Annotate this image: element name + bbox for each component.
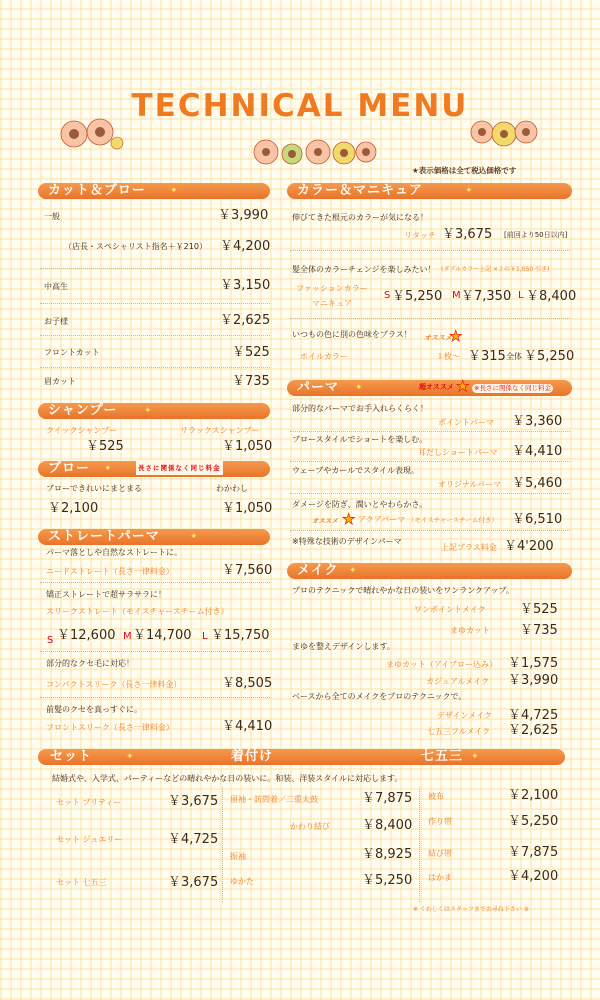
section-title-753: 七五三 [421,749,464,764]
section-title: シャンプー [48,403,118,418]
sparkle-icon: ✦ [104,464,113,474]
menu-item-desc: 部分的なクセ毛に対応！ [46,659,134,668]
menu-item-label: オリジナルパーマ [438,480,502,489]
menu-item-desc: 髪全体のカラーチェンジを楽しみたい！ [292,265,436,274]
menu-item-label: 上記プラス料金 [441,543,497,552]
menu-item-label: わかわし [216,484,248,493]
menu-item-price: ￥7,560 [222,563,273,578]
menu-item-price: ￥2,625 [508,723,559,738]
divider [40,303,270,304]
section-title: ブロー [48,461,91,476]
menu-item-price: ￥14,700 [133,628,192,643]
menu-item-price: ￥8,505 [222,676,273,691]
section-header-straight [38,529,270,545]
divider [40,651,270,652]
menu-item-price: ￥1,050 [222,439,273,454]
menu-item-label: まゆカット（アイブロー込み） [386,660,497,669]
divider [290,530,570,531]
divider [40,697,270,698]
menu-item-label: 被布 [428,792,444,801]
section-title: カラー＆マニキュア [297,183,424,198]
sparkle-icon: ✦ [190,532,199,542]
section-header-blow [38,461,270,477]
menu-item-price: ￥4,725 [168,832,219,847]
menu-item-price: ￥315 [468,349,506,364]
section-header-color [287,183,572,199]
divider [290,431,570,432]
menu-item-label: スリークストレート（モイスチャースチーム付き） [46,607,229,616]
menu-item-note: （モイスチャースチーム付き） [408,516,498,524]
menu-item-unit: 全体 [506,352,522,361]
menu-item-price: ￥15,750 [211,628,270,643]
menu-item-price: ￥4,725 [508,708,559,723]
menu-item-note: [前回より50日以内] [504,231,568,239]
section-header-cut [38,183,270,199]
sparkle-icon: ✦ [349,566,358,576]
menu-item-label: （店長・スペシャリスト指名＋￥210） [64,242,207,251]
tax-note: ★表示価格は全て税込価格です [412,166,517,175]
osusume-tag: オススメ [312,517,338,525]
section-title: メイク [297,563,339,578]
menu-item-price: ￥4,410 [512,444,563,459]
menu-item-label: 振袖 [230,852,246,861]
sparkle-icon: ✦ [355,383,364,393]
menu-item-label: ポイントパーマ [438,418,494,427]
star-icon: ★ [449,327,463,345]
menu-item-label: ホイルカラー [300,352,348,361]
menu-item-label: 作り帯 [428,817,452,826]
menu-item-label: 耳だしショートパーマ [418,448,498,457]
menu-item-price: ￥2,100 [508,788,559,803]
menu-item-desc: プロのテクニックで晴れやかな日の装いをワンランクアップ。 [292,586,514,595]
section-header-makeup [287,563,572,579]
menu-item-label: ゆかた [230,877,254,886]
section-header-shampoo [38,403,270,419]
menu-item-desc: ベースから全てのメイクをプロのテクニックで。 [292,692,467,701]
menu-item-label: リタッチ [404,231,436,240]
menu-item-label: 留袖・訪問着／二重太鼓 [230,795,318,804]
red-tag: ※長さに関係なく同じ料金 [474,384,551,392]
menu-item-label: セット ジュエリー [56,835,123,844]
menu-item-desc: ウェーブやカールでスタイル表現。 [292,466,419,475]
menu-item-price: ￥4'200 [504,539,554,554]
section-title: パーマ [297,380,340,395]
menu-item-price: ￥4,200 [508,869,559,884]
divider [290,318,570,319]
menu-item-label: フロントスリーク（長さ一律料金） [46,723,174,732]
menu-item-unit: １枚～ [436,352,460,361]
flower-decoration-right [470,117,540,151]
osusume-tag: オススメ [424,334,452,342]
menu-item-price: ￥8,400 [526,289,577,304]
size-label: M [452,290,461,301]
divider [290,461,570,462]
menu-item-desc: 矯正ストレートで超サラサラに！ [46,590,166,599]
menu-item-price: ￥3,990 [508,673,559,688]
menu-item-desc: 部分的なパーマでお手入れらくらく！ [292,404,428,413]
menu-item-price: ￥7,350 [461,289,512,304]
menu-item-label: 一般 [44,212,60,221]
menu-item-price: ￥6,510 [512,512,563,527]
menu-item-desc: 前髪のクセを真っすぐに。 [46,705,142,714]
menu-item-price: ￥525 [232,345,270,360]
flower-decoration-left [60,117,125,151]
menu-item-price: ￥3,360 [512,414,563,429]
menu-item-price: ￥4,200 [220,239,271,254]
menu-item-desc: ブローできれいにまとまる [46,484,142,493]
menu-item-label: デザインメイク [437,711,492,720]
size-label: L [518,290,524,301]
section-title: カット＆ブロー [48,183,146,198]
sparkle-icon: ✦ [144,406,153,416]
size-label: L [202,631,208,642]
divider [290,250,570,251]
menu-item-price: ￥5,250 [392,289,443,304]
menu-item-price: ￥5,250 [524,349,575,364]
menu-item-price: ￥3,150 [220,278,271,293]
menu-item-price: ￥1,050 [222,501,273,516]
section-title-kitsuke: 着付け [231,749,274,764]
menu-item-price: ￥3,675 [442,227,493,242]
menu-item-desc: パーマ落としや自然なストレートに。 [46,548,182,557]
menu-item-label: クイックシャンプー [46,426,118,435]
footer-note: ※ くわしくはスタッフまでお尋ね下さい ※ [413,906,529,913]
menu-item-label: コンパクトスリーク（長さ一律料金） [46,680,182,689]
menu-item-label: セット 七五三 [56,878,107,887]
menu-item-label: ニードストレート（長さ一律料金） [46,567,174,576]
menu-item-label: 中高生 [44,282,68,291]
page-title: TECHNICAL MENU [131,88,469,124]
menu-item-label: ワンポイントメイク [414,605,486,614]
menu-item-price: ￥8,400 [362,818,413,833]
menu-item-desc: ダメージを防ぎ、潤いとやわらかさ。 [292,500,428,509]
menu-item-label: 七五三フルメイク [427,727,491,736]
menu-item-price: ￥5,250 [362,873,413,888]
menu-item-desc: まゆを整えデザインします。 [292,642,395,651]
menu-item-desc: いつもの色に別の色味をプラス！ [292,330,412,339]
menu-item-price: ￥2,625 [220,313,271,328]
divider [40,582,270,583]
divider [40,268,270,269]
size-label: M [123,631,132,642]
column-divider [222,787,223,902]
menu-item-label: セット プリティー [56,798,122,807]
menu-item-label: かわり結び [290,822,330,831]
menu-item-label: まゆカット [450,626,490,635]
menu-item-price: ￥12,600 [57,628,116,643]
menu-item-price: ￥1,575 [508,656,559,671]
section-title: ストレートパーマ [48,529,160,544]
menu-item-price: ￥3,990 [218,208,269,223]
menu-item-label: アクアパーマ [358,515,406,524]
menu-item-note: (ダブルカラー上記 ×２の￥1,050 引き) [441,266,550,273]
menu-item-price: ￥735 [232,374,270,389]
menu-item-desc: ブロースタイルでショートを楽しむ。 [292,435,428,444]
red-tag: 長さに関係なく同じ料金 [136,461,223,475]
size-label: S [47,635,54,646]
sparkle-icon: ✦ [465,186,474,196]
menu-item-desc: ※特殊な技術のデザインパーマ [292,537,402,546]
star-icon: ★ [456,377,470,395]
sparkle-icon: ✦ [170,186,179,196]
menu-item-price: ￥5,460 [512,476,563,491]
menu-item-price: ￥525 [86,439,124,454]
osusume-tag: 超オススメ [419,383,454,391]
menu-item-label: お子様 [44,317,68,326]
menu-item-price: ￥735 [520,623,558,638]
menu-item-price: ￥7,875 [362,791,413,806]
star-icon: ★ [342,510,356,528]
divider [40,367,270,368]
section-desc: 結婚式や、入学式、パーティーなどの晴れやかな日の装いに。和装、洋装スタイルに対応します。 [52,774,403,783]
menu-item-price: ￥2,100 [48,501,99,516]
menu-item-label: 眉カット [44,377,76,386]
divider [40,335,270,336]
menu-item-label: ファッションカラー [296,284,368,293]
menu-item-label: フロントカット [44,348,100,357]
sparkle-icon: ✦ [126,752,135,762]
menu-item-price: ￥7,875 [508,845,559,860]
menu-item-label: 結び帯 [428,849,452,858]
menu-item-price: ￥3,675 [168,875,219,890]
divider [290,493,570,494]
menu-item-label: リラックスシャンプー [180,426,260,435]
menu-item-label: マニキュア [312,299,352,308]
size-label: S [384,290,391,301]
section-title-set: セット [50,749,93,764]
column-divider [419,787,420,902]
menu-item-price: ￥5,250 [508,814,559,829]
menu-item-label: カジュアルメイク [426,677,489,686]
sparkle-icon: ✦ [471,752,480,762]
menu-item-price: ￥8,925 [362,847,413,862]
menu-item-price: ￥3,675 [168,794,219,809]
menu-item-label: はかま [428,873,452,882]
menu-item-price: ￥4,410 [222,719,273,734]
menu-item-desc: 伸びてきた根元のカラーが気になる！ [292,213,428,222]
menu-item-price: ￥525 [520,602,558,617]
section-header-bottom [38,749,565,765]
flower-decoration-center [252,138,380,166]
